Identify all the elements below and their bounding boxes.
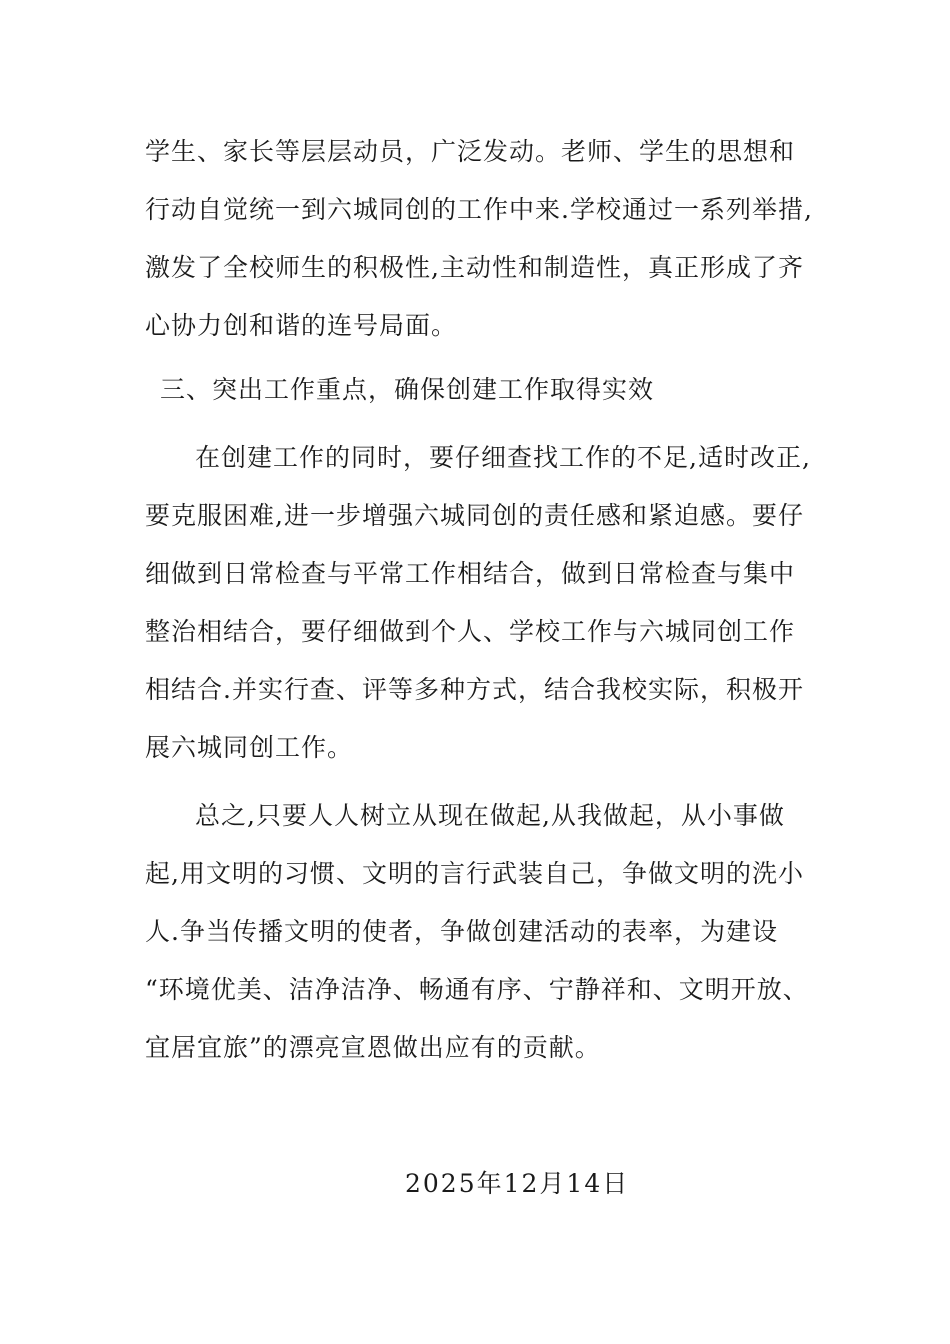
document-date: 2025年12月14日 (405, 1169, 630, 1198)
paragraph-2-line-3: 细做到日常检查与平常工作相结合，做到日常检查与集中 (145, 559, 796, 588)
paragraph-1-line-2: 行动自觉统一到六城同创的工作中来.学校通过一系列举措, (145, 195, 813, 224)
section-heading: 三、突出工作重点，确保创建工作取得实效 (160, 375, 655, 404)
paragraph-2-line-4: 整治相结合，要仔细做到个人、学校工作与六城同创工作 (145, 617, 796, 646)
paragraph-2-line-1: 在创建工作的同时，要仔细查找工作的不足,适时改正, (195, 443, 811, 472)
paragraph-3-line-3: 人.争当传播文明的使者，争做创建活动的表率，为建设 (145, 917, 778, 946)
paragraph-2-line-5: 相结合.并实行查、评等多种方式，结合我校实际，积极开 (145, 675, 804, 704)
paragraph-3-line-2: 起,用文明的习惯、文明的言行武装自己，争做文明的洗小 (145, 859, 804, 888)
paragraph-3-line-4: “环境优美、洁净洁净、畅通有序、宁静祥和、文明开放、 (145, 975, 809, 1004)
paragraph-3-line-5: 宜居宜旅”的漂亮宣恩做出应有的贡献。 (145, 1033, 601, 1062)
paragraph-2-line-2: 要克服困难,进一步增强六城同创的责任感和紧迫感。要仔 (145, 501, 804, 530)
paragraph-2-line-6: 展六城同创工作。 (145, 733, 354, 762)
paragraph-1-line-3: 激发了全校师生的积极性,主动性和制造性，真正形成了齐 (145, 253, 804, 282)
paragraph-1-line-4: 心协力创和谐的连号局面。 (145, 311, 458, 340)
paragraph-1-line-1: 学生、家长等层层动员，广泛发动。老师、学生的思想和 (145, 137, 796, 166)
paragraph-3-line-1: 总之,只要人人树立从现在做起,从我做起，从小事做 (195, 801, 785, 830)
